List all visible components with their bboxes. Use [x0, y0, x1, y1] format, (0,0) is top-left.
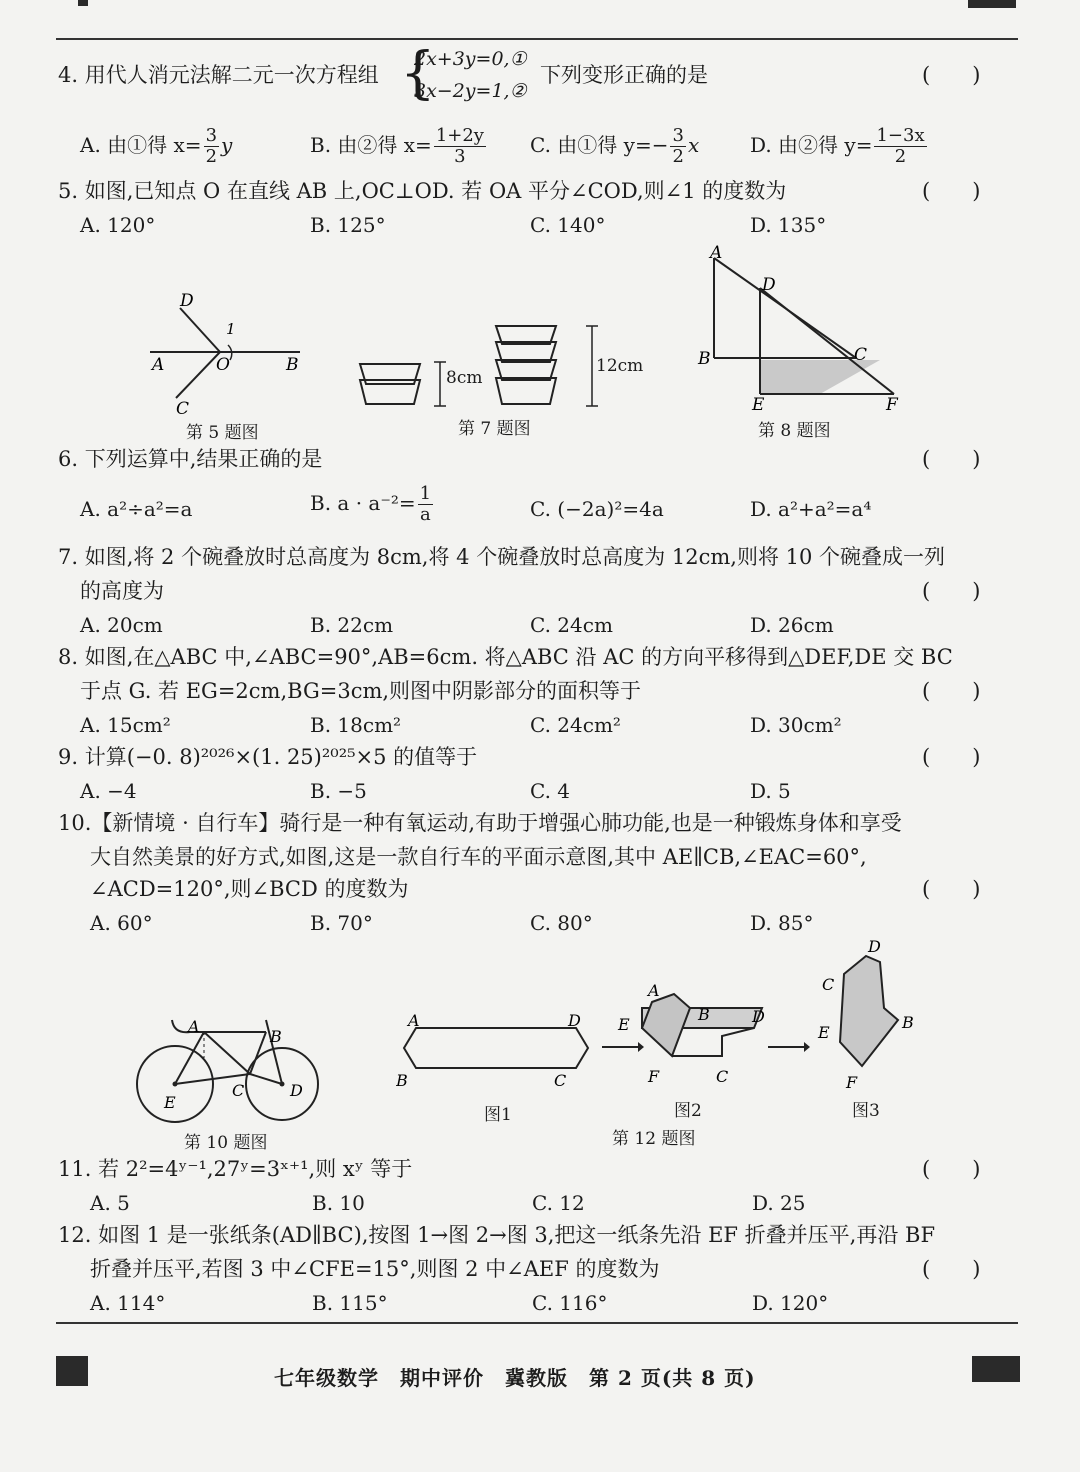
q8-stem-1: 8. 如图,在△ABC 中,∠ABC=90°,AB=6cm. 将△ABC 沿 AC 的方向平移得到△DEF,DE 交 BC — [58, 645, 953, 669]
q8-answer-paren[interactable]: ( ) — [922, 679, 981, 703]
q4-option-a[interactable] — [80, 126, 232, 167]
svg-text:D: D — [752, 1007, 765, 1026]
q10-stem-2: 大自然美景的好方式,如图,这是一款自行车的平面示意图,其中 AE∥CB,∠EAC=60°, — [90, 845, 867, 869]
fig5-caption: 第 5 题图 — [186, 423, 259, 443]
q4-option-a-pre: A. 由①得 x= — [80, 133, 202, 157]
svg-text:B: B — [286, 355, 299, 375]
page-footer: 七年级数学 期中评价 冀教版 第 2 页(共 8 页) — [274, 1366, 756, 1390]
q7-stem-2: 的高度为 — [80, 579, 164, 603]
q8-option-a[interactable]: A. 15cm² — [80, 713, 171, 737]
q4-option-c-frac — [670, 126, 685, 167]
svg-text:C: C — [854, 345, 868, 365]
q5-stem: 5. 如图,已知点 O 在直线 AB 上,OC⊥OD. 若 OA 平分∠COD,则∠1 的度数为 — [58, 179, 787, 203]
q6-option-a[interactable]: A. a²÷a²=a — [80, 497, 193, 521]
fig12-caption: 第 12 题图 — [612, 1129, 696, 1149]
q9-option-b[interactable]: B. −5 — [310, 779, 367, 803]
q9-answer-paren[interactable]: ( ) — [922, 745, 981, 769]
bottom-right-mark — [972, 1356, 1020, 1382]
q11-option-a[interactable]: A. 5 — [90, 1191, 130, 1215]
q6-option-d[interactable]: D. a²+a²=a⁴ — [750, 497, 872, 521]
q4-eq2: 3x−2y=1,② — [414, 80, 527, 102]
q6-option-b-den: a — [420, 504, 431, 525]
q7-option-b[interactable]: B. 22cm — [310, 613, 394, 637]
svg-text:E: E — [752, 395, 765, 415]
q11-stem: 11. 若 2²=4ʸ⁻¹,27ʸ=3ˣ⁺¹,则 xʸ 等于 — [58, 1157, 413, 1181]
q4-option-b-den: 3 — [454, 146, 466, 167]
q4-option-d-den: 2 — [894, 146, 907, 167]
q6-option-b-pre: B. a · a⁻²= — [310, 491, 416, 515]
q12-option-b[interactable]: B. 115° — [312, 1291, 388, 1315]
q4-option-b-frac — [434, 126, 486, 167]
figure-12-fold-3 — [810, 938, 920, 1098]
q12-option-d[interactable]: D. 120° — [752, 1291, 829, 1315]
q9-option-d[interactable]: D. 5 — [750, 779, 791, 803]
q6-stem: 6. 下列运算中,结果正确的是 — [58, 447, 323, 471]
svg-text:F: F — [846, 1073, 858, 1092]
q10-option-a[interactable]: A. 60° — [90, 911, 153, 935]
svg-text:D: D — [762, 275, 776, 295]
q7-answer-paren[interactable]: ( ) — [922, 579, 981, 603]
figure-10-bicycle — [130, 1010, 330, 1130]
figure-12-arrow-2 — [766, 1038, 810, 1056]
q10-option-c[interactable]: C. 80° — [530, 911, 593, 935]
q4-option-c[interactable] — [530, 126, 699, 167]
q4-option-d[interactable] — [750, 126, 929, 167]
svg-text:C: C — [822, 975, 835, 994]
q8-stem-2: 于点 G. 若 EG=2cm,BG=3cm,则图中阴影部分的面积等于 — [80, 679, 642, 703]
fig8-caption: 第 8 题图 — [758, 421, 831, 441]
q5-option-c[interactable]: C. 140° — [530, 213, 606, 237]
q7-stem-1: 7. 如图,将 2 个碗叠放时总高度为 8cm,将 4 个碗叠放时总高度为 12cm,则将 10 个碗叠成一列 — [58, 545, 946, 569]
q8-option-b[interactable]: B. 18cm² — [310, 713, 402, 737]
q4-option-a-num: 3 — [205, 125, 218, 146]
q4-option-d-frac — [874, 126, 926, 167]
q7-option-c[interactable]: C. 24cm — [530, 613, 613, 637]
figure-12-fold-2 — [612, 980, 782, 1090]
q10-stem-1: 10.【新情境 · 自行车】骑行是一种有氧运动,有助于增强心肺功能,也是一种锻炼身体和享受 — [58, 811, 902, 835]
bottom-left-mark — [56, 1356, 88, 1386]
svg-text:O: O — [216, 355, 230, 375]
q4-option-c-pre: C. 由①得 y=− — [530, 133, 669, 157]
q4-option-c-den: 2 — [672, 146, 684, 167]
q10-option-d[interactable]: D. 85° — [750, 911, 814, 935]
svg-text:B: B — [698, 1005, 710, 1024]
svg-text:F: F — [886, 395, 898, 415]
svg-text:1: 1 — [226, 320, 236, 338]
q4-option-d-num: 1−3x — [876, 125, 925, 146]
q11-option-b[interactable]: B. 10 — [312, 1191, 365, 1215]
q9-stem: 9. 计算(−0. 8)²⁰²⁶×(1. 25)²⁰²⁵×5 的值等于 — [58, 745, 478, 769]
q4-option-d-pre: D. 由②得 y= — [750, 133, 873, 157]
q12-answer-paren[interactable]: ( ) — [922, 1257, 981, 1281]
q10-option-b[interactable]: B. 70° — [310, 911, 373, 935]
q9-option-c[interactable]: C. 4 — [530, 779, 571, 803]
q11-answer-paren[interactable]: ( ) — [922, 1157, 981, 1181]
top-right-mark — [968, 0, 1016, 8]
q7-option-d[interactable]: D. 26cm — [750, 613, 834, 637]
q4-stem-b: 下列变形正确的是 — [540, 63, 708, 87]
q4-option-b[interactable] — [310, 126, 488, 167]
q12-option-a[interactable]: A. 114° — [90, 1291, 166, 1315]
fig7-caption: 第 7 题图 — [458, 419, 531, 439]
q5-answer-paren[interactable]: ( ) — [922, 179, 981, 203]
svg-text:A: A — [188, 1017, 200, 1036]
svg-text:D: D — [290, 1081, 303, 1100]
q4-stem-a: 4. 用代人消元法解二元一次方程组 — [58, 63, 379, 87]
q5-option-b[interactable]: B. 125° — [310, 213, 386, 237]
svg-text:C: C — [176, 399, 190, 419]
fig7-label-8cm: 8cm — [446, 368, 483, 388]
q5-option-d[interactable]: D. 135° — [750, 213, 827, 237]
q6-option-b-frac — [418, 484, 433, 525]
svg-text:D: D — [568, 1011, 581, 1030]
q6-answer-paren[interactable]: ( ) — [922, 447, 981, 471]
q8-option-d[interactable]: D. 30cm² — [750, 713, 842, 737]
svg-text:A: A — [648, 981, 660, 1000]
q6-option-b[interactable] — [310, 484, 435, 525]
q5-option-a[interactable]: A. 120° — [80, 213, 156, 237]
q4-option-a-post: y — [221, 133, 233, 157]
svg-text:B: B — [270, 1027, 282, 1046]
q6-option-b-num: 1 — [419, 483, 432, 504]
q6-option-c[interactable]: C. (−2a)²=4a — [530, 497, 664, 521]
top-left-mark — [78, 0, 88, 6]
q4-eq1: 2x+3y=0,① — [414, 48, 527, 70]
svg-text:D: D — [868, 938, 881, 956]
svg-text:A: A — [710, 244, 723, 263]
fig10-caption: 第 10 题图 — [184, 1133, 268, 1153]
fig12-caption-2: 图2 — [674, 1101, 702, 1121]
svg-text:A: A — [408, 1011, 420, 1030]
figure-5 — [140, 290, 320, 420]
svg-text:C: C — [554, 1071, 567, 1090]
svg-text:C: C — [232, 1081, 245, 1100]
q4-option-b-pre: B. 由②得 x= — [310, 133, 432, 157]
q9-option-a[interactable]: A. −4 — [80, 779, 137, 803]
fig7-label-12cm: 12cm — [596, 356, 644, 376]
q4-option-c-num: 3 — [672, 125, 684, 146]
q12-stem-2: 折叠并压平,若图 3 中∠CFE=15°,则图 2 中∠AEF 的度数为 — [90, 1257, 660, 1281]
q4-option-a-den: 2 — [205, 146, 218, 167]
figure-8 — [690, 244, 920, 416]
fig12-caption-1: 图1 — [484, 1105, 512, 1125]
svg-text:E: E — [164, 1093, 176, 1112]
svg-text:B: B — [698, 349, 711, 369]
q4-brace: { — [400, 41, 436, 106]
q10-answer-paren[interactable]: ( ) — [922, 877, 981, 901]
svg-text:C: C — [716, 1067, 729, 1086]
q11-option-c[interactable]: C. 12 — [532, 1191, 585, 1215]
svg-text:F: F — [648, 1067, 660, 1086]
q7-option-a[interactable]: A. 20cm — [80, 613, 163, 637]
svg-text:A: A — [152, 355, 165, 375]
q4-answer-paren[interactable]: ( ) — [922, 63, 981, 87]
q4-option-a-frac — [204, 126, 219, 167]
q12-option-c[interactable]: C. 116° — [532, 1291, 608, 1315]
figure-12-strip — [396, 1010, 596, 1090]
q4-option-c-post: x — [687, 133, 700, 157]
svg-text:B: B — [902, 1013, 914, 1032]
svg-text:B: B — [396, 1071, 408, 1090]
q8-option-c[interactable]: C. 24cm² — [530, 713, 621, 737]
svg-text:E: E — [818, 1023, 830, 1042]
fig12-caption-3: 图3 — [852, 1101, 880, 1121]
svg-text:E: E — [618, 1015, 630, 1034]
q11-option-d[interactable]: D. 25 — [752, 1191, 806, 1215]
q10-stem-3: ∠ACD=120°,则∠BCD 的度数为 — [90, 877, 409, 901]
svg-text:D: D — [180, 291, 194, 311]
q4-option-b-num: 1+2y — [435, 125, 484, 146]
q12-stem-1: 12. 如图 1 是一张纸条(AD∥BC),按图 1→图 2→图 3,把这一纸条先沿 EF 折叠并压平,再沿 BF — [58, 1223, 936, 1247]
